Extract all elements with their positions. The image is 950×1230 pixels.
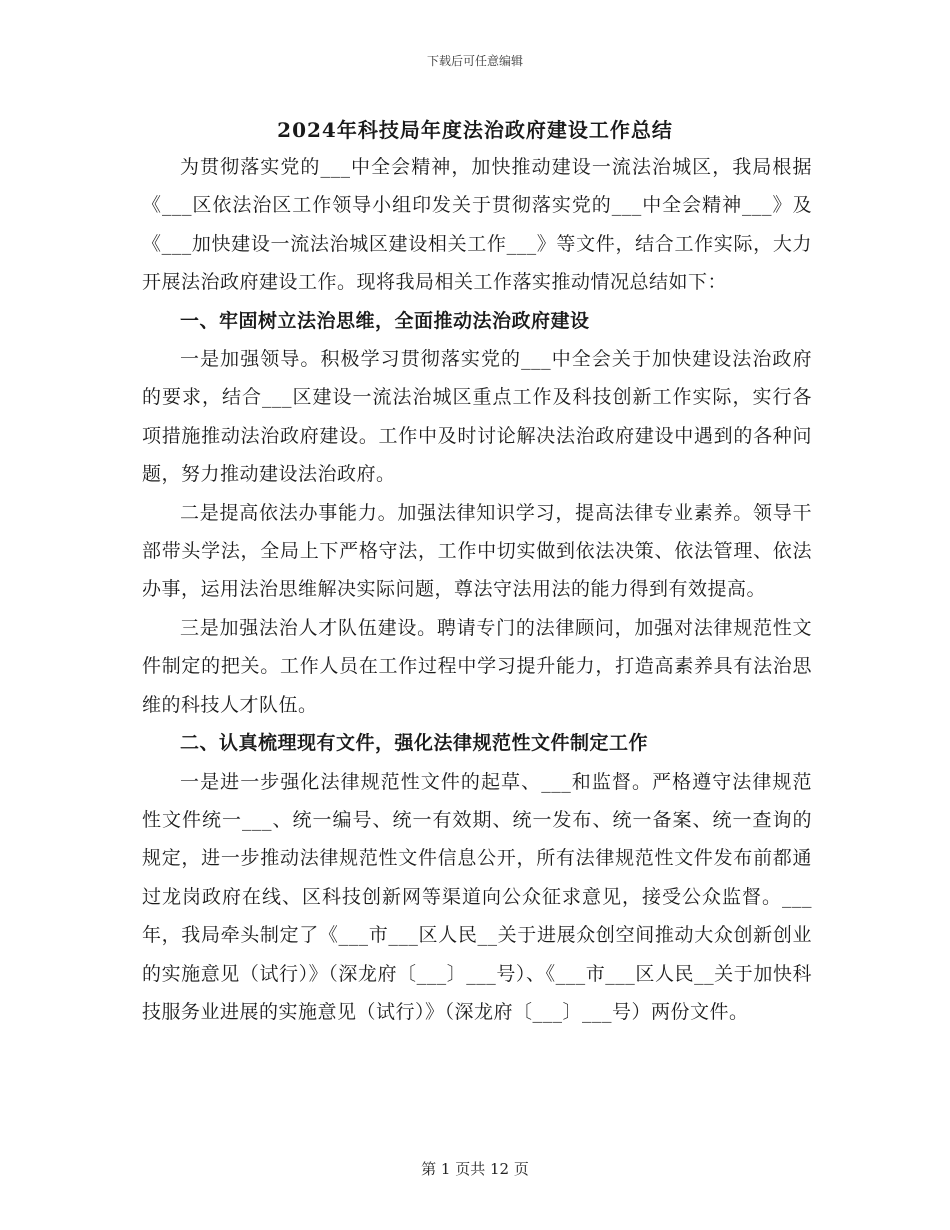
section-heading-1: 一、牢固树立法治思维，全面推动法治政府建设 [180,309,590,332]
body-paragraph: 二是提高依法办事能力。加强法律知识学习，提高法律专业素养。领导干部带头学法，全局上下严格守法，工作中切实做到依法决策、依法管理、依法办事，运用法治思维解决实际问题，尊法守法用法的能力得到有效提高。 [142,501,812,601]
body-paragraph: 一是进一步强化法律规范性文件的起草、___和监督。严格遵守法律规范性文件统一___、统一编号、统一有效期、统一发布、统一备案、统一查询的规定，进一步推动法律规范性文件信息公开，所有法律规范性文件发布前都通过龙岗政府在线、区科技创新网等渠道向公众征求意见，接受公众监督。___年，我局牵头制定了《___市___区人民__关于进展众创空间推动大众创新创业的实施意见（试行）》（深龙府〔___〕___号）、《___市___区人民__关于加快科技服务业进展的实施意见（试行）》（深龙府〔___〕___号）两份文件。 [142,770,812,1023]
body-paragraph: 一是加强领导。积极学习贯彻落实党的___中全会关于加快建设法治政府的要求，结合___区建设一流法治城区重点工作及科技创新工作实际，实行各项措施推动法治政府建设。工作中及时讨论解决法治政府建设中遇到的各种问题，努力推动建设法治政府。 [142,348,812,486]
intro-paragraph: 为贯彻落实党的___中全会精神，加快推动建设一流法治城区，我局根据《___区依法治区工作领导小组印发关于贯彻落实党的___中全会精神___》及《___加快建设一流法治城区建设相关工作___》等文件，结合工作实际，大力开展法治政府建设工作。现将我局相关工作落实推动情况总结如下： [142,156,812,294]
body-paragraph: 三是加强法治人才队伍建设。聘请专门的法律顾问，加强对法律规范性文件制定的把关。工作人员在工作过程中学习提升能力，打造高素养具有法治思维的科技人才队伍。 [142,616,812,716]
section-heading-2: 二、认真梳理现有文件，强化法律规范性文件制定工作 [180,732,649,755]
document-title: 2024年科技局年度法治政府建设工作总结 [277,118,673,142]
header-note: 下载后可任意编辑 [426,54,523,68]
document-body [142,148,812,1031]
page-footer: 第 1 页共 12 页 [421,1160,529,1178]
